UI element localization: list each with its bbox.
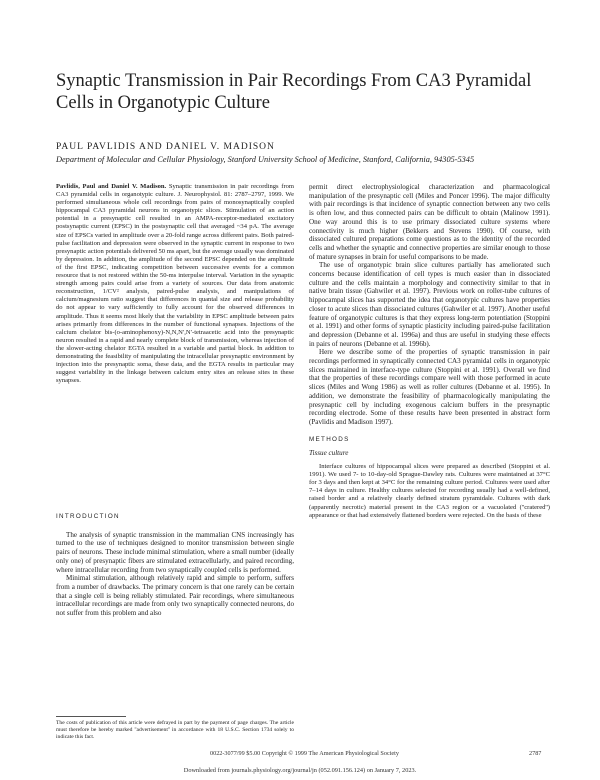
footnote-rule [56,716,126,717]
methods-subheading: Tissue culture [309,449,349,458]
affiliation-line: Department of Molecular and Cellular Physiology, Stanford University School of Medicine, Stanford, California, 94305-5345 [56,155,475,164]
abstract-lead: Pavlidis, Paul and Daniel V. Madison. [56,183,167,190]
abstract [56,183,294,385]
footer-copyright: 0022-3077/99 $5.00 Copyright © 1999 The American Physiological Society [210,750,399,757]
right-paragraph-1: permit direct electrophysiological characterization and pharmacological manipulation of the presynaptic cell (Miles and Poncer 1996). The major difficulty with pair recordings is that incidence of synaptic connection between any two cells is often low, and thus connected pairs can be difficult to obtain (Malinow 1991). One way around this is to use primary dissociated culture systems where connectivity is much higher (Bekkers and Stevens 1990). Of course, with dissociated cultured preparations come questions as to the identity of the recorded cells and whether the synaptic and connective properties are similar enough to those of mature synapses in brain for useful comparisons to be made. [309,183,550,261]
right-paragraph-2: The use of organotypic brain slice cultures partially has ameliorated such concerns because identification of cell types is much easier than in dissociated culture and the cells maintain a morphology and connectivity similar to that in native brain tissue (Gahwiler et al. 1997). Previous work on roller-tube cultures of hippocampal slices has supported the idea that organotypic cultures have properties closer to acute slices than dissociated cultures (Gahwiler et al. 1997). Another useful feature of organotypic cultures is that they express long-term potentiation (Stoppini et al. 1991) and other forms of synaptic plasticity including paired-pulse facilitation and depression (Debanne et al. 1996a) and thus are useful in studying these effects in pairs of neurons (Debanne et al. 1996b). [309,261,550,348]
left-column [56,183,294,385]
right-column [309,183,550,520]
author-line: PAUL PAVLIDIS AND DANIEL V. MADISON [56,142,275,152]
right-paragraph-3: Here we describe some of the properties of synaptic transmission in pair recordings performed in synaptically connected CA3 pyramidal cells in organotypic slices maintained in interface-type culture (Stoppini et al. 1991). Overall we find that the properties of these recordings compare well with those performed in acute slices (Miles and Wong 1986) as well as roller cultures (Debanne et al. 1995). In addition, we demonstrate the feasibility of pharmacologically manipulating the presynaptic cell by including exogenous calcium buffers in the presynaptic recording electrode. Some of these results have been presented in abstract form (Pavlidis and Madison 1997). [309,348,550,426]
methods-heading: METHODS [309,435,350,443]
footnote: The costs of publication of this article were defrayed in part by the payment of page charges. The article must therefore be hereby marked ''advertisement'' in accordance with 18 U.S.C. Section 1734 solely to indicate this fact. [56,720,294,740]
page-number: 2787 [529,750,542,757]
download-notice: Downloaded from journals.physiology.org/journal/jn (052.091.156.124) on January 7, 2023. [183,767,417,774]
paper-title: Synaptic Transmission in Pair Recordings From CA3 Pyramidal Cells in Organotypic Culture [56,71,532,113]
methods-paragraph-1: Interface cultures of hippocampal slices were prepared as described (Stoppini et al. 1991). We used 7- to 10-day-old Sprague-Dawley rats. Cultures were maintained at 37°C for 3 days and then kept at 34°C for the remaining culture period. Cultures were used after 7–14 days in culture. Healthy cultures selected for recording usually had a well-defined, raised border and a relatively clearly defined stratum pyramidale. Cultures with dark (apparently necrotic) material present in the CA3 region or a vacuolated (''cratered'') appearance or that had extensively flattened borders were rejected. On the basis of these [309,463,550,519]
introduction-section [56,513,294,618]
introduction-heading: INTRODUCTION [56,513,120,520]
abstract-text: Synaptic transmission in pair recordings from CA3 pyramidal cells in organotypic culture. J. Neurophysiol. 81: 2787–2797, 1999. We performed simultaneous whole cell recordings from pairs of monosynaptically coupled hippocampal CA3 pyramidal neurons in organotypic slices. Stimulation of an action potential in a presynaptic cell resulted in an AMPA-receptor-mediated excitatory postsynaptic current (EPSC) in the postsynaptic cell that averaged ~34 pA. The average size of EPSCs varied in amplitude over a 20-fold range across different pairs. Both paired-pulse facilitation and depression were observed in the synaptic current in response to two presynaptic action potentials delivered 50 ms apart, but the average usually was dominated by depression. In addition, the amplitude of the second EPSC depended on the amplitude of the first EPSC, indicating competition between successive events for a common resource that is not restored within the 50-ms interpulse interval. Variation in the synaptic strength among pairs could arise from a variety of sources. Our data from anatomic reconstruction, 1/CV² analysis, paired-pulse analysis, and manipulations of calcium/magnesium ratio suggest that differences in quantal size and release probability do not appear to vary sufficiently to fully account for the observed differences in amplitude. Thus it seems most likely that the variability in EPSC amplitude between pairs arises primarily from differences in the number of functional synapses. Injections of the calcium chelator bis-(o-aminophenoxy)-N,N,N′,N′-tetraacetic acid into the presynaptic neuron resulted in a rapid and nearly complete block of transmission, whereas injection of the slower-acting chelator EGTA resulted in a variable and partial block. In addition to demonstrating the feasibility of manipulating the intracellular presynaptic environment by injection into the presynaptic soma, these data, and the EGTA results in particular may suggest variability in the linkage between calcium entry sites an release sites in these synapses. [56,183,294,385]
intro-paragraph-1: The analysis of synaptic transmission in the mammalian CNS increasingly has turned to the use of techniques designed to monitor transmission between single pairs of neurons. These include minimal stimulation, where a small number (ideally only one) of presynaptic fibers are stimulated extracellularly, and paired recording, where intracellular recording from two synaptically coupled cells is performed. [56,530,294,574]
intro-paragraph-2: Minimal stimulation, although relatively rapid and simple to perform, suffers from a number of drawbacks. The primary concern is that one rarely can be certain that a single cell is being reliably stimulated. Pair recordings, where simultaneous intracellular recordings are made from only two synaptically connected neurons, do not suffer from this problem and also [56,574,294,618]
